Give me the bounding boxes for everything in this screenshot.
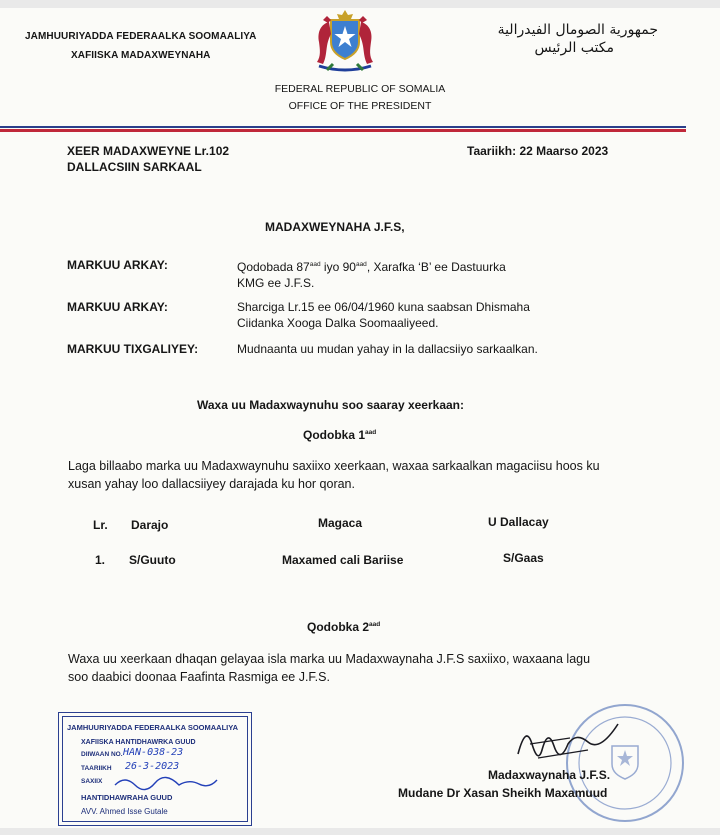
signatory-name: Mudane Dr Xasan Sheikh Maxamuud	[398, 786, 608, 800]
decree-date: Taariikh: 22 Maarso 2023	[467, 144, 609, 158]
table-cell-rank: S/Guuto	[129, 553, 176, 567]
stamp-diiwaan-label: DIIWAAN NO.	[81, 751, 123, 758]
header-arabic-line1: جمهورية الصومال الفيدرالية	[497, 22, 658, 38]
decree-subject: DALLACSIIN SARKAAL	[67, 160, 202, 174]
table-cell-promoted-to: S/Gaas	[503, 551, 544, 565]
decree-intro: Waxa uu Madaxwaynuhu soo saaray xeerkaan:	[197, 398, 464, 412]
consideration-label-1: MARKUU ARKAY:	[67, 258, 168, 272]
header-somali-line1: JAMHUURIYADDA FEDERAALKA SOOMAALIYA	[25, 31, 257, 42]
header-blue-rule	[0, 126, 686, 128]
article1-title: Qodobka $1^{aad}$	[303, 428, 377, 442]
table-header-name: Magaca	[318, 516, 363, 530]
article1-text: Laga billaabo marka uu Madaxwaynuhu saxiixo xeerkaan, waxaa sarkaalkan magaciisu hoos ku xusan yahay loo dallacsiiyey darajada ku hor qoran.	[68, 459, 600, 491]
stamp-line7: AVV. Ahmed Isse Gutale	[81, 807, 168, 816]
header-center-line2: OFFICE OF THE PRESIDENT	[288, 100, 432, 112]
header-center-line1: FEDERAL REPUBLIC OF SOMALIA	[274, 83, 446, 95]
stamp-line1: JAMHUURIYADDA FEDERAALKA SOOMAALIYA	[67, 723, 238, 732]
consideration-text-1: Qodobada $87^{aad}$ iyo $90^{aad}$, Xarafka ‘B’ ee Dastuurka KMG ee J.F.S.	[237, 260, 506, 290]
document-page	[0, 8, 720, 828]
consideration-label-2: MARKUU ARKAY:	[67, 300, 168, 314]
header-arabic-line2: مكتب الرئيس	[534, 40, 614, 56]
article2-text: Waxa uu xeerkaan dhaqan gelayaa isla marka uu Madaxwaynaha J.F.S saxiixo, waxaana lagu soo daabici doonaa Faafinta Rasmiga ee J.F.S.	[68, 652, 591, 684]
stamp-taariikh-label: TAARIIKH	[81, 765, 112, 772]
article2-title: Qodobka $2^{aad}$	[307, 620, 381, 634]
table-header-promoted-to: U Dallacay	[488, 515, 549, 529]
stamp-taariikh-value: 26-3-2023	[125, 761, 180, 772]
table-header-number: Lr.	[93, 518, 108, 532]
consideration-text-3: Mudnaanta uu mudan yahay in la dallacsiiyo sarkaalkan.	[237, 342, 538, 356]
stamp-line2: XAFIISKA HANTIDHAWRKA GUUD	[81, 739, 196, 746]
coat-of-arms-emblem	[305, 8, 385, 74]
table-cell-name: Maxamed cali Bariise	[282, 553, 404, 567]
decree-issuer: MADAXWEYNAHA J.F.S,	[265, 220, 405, 234]
stamp-signature-scribble	[113, 773, 223, 791]
stamp-saxiix-label: SAXIIX	[81, 778, 103, 785]
president-signature	[508, 714, 648, 774]
consideration-label-3: MARKUU TIXGALIYEY:	[67, 342, 199, 356]
signatory-title: Madaxwaynaha J.F.S.	[488, 768, 611, 782]
stamp-diiwaan-value: HAN-038-23	[123, 747, 184, 758]
auditor-stamp	[58, 712, 252, 826]
decree-number: XEER MADAXWEYNE Lr.102	[67, 144, 230, 158]
table-header-rank: Darajo	[131, 518, 169, 532]
consideration-text-2: Sharciga Lr.15 ee 06/04/1960 kuna saabsan Dhismaha Ciidanka Xooga Dalka Soomaaliyeed.	[237, 300, 530, 330]
header-red-rule	[0, 129, 686, 132]
header-somali-line2: XAFIISKA MADAXWEYNAHA	[71, 50, 211, 61]
stamp-line6: HANTIDHAWRAHA GUUD	[81, 793, 173, 802]
table-cell-number: 1.	[95, 553, 106, 567]
